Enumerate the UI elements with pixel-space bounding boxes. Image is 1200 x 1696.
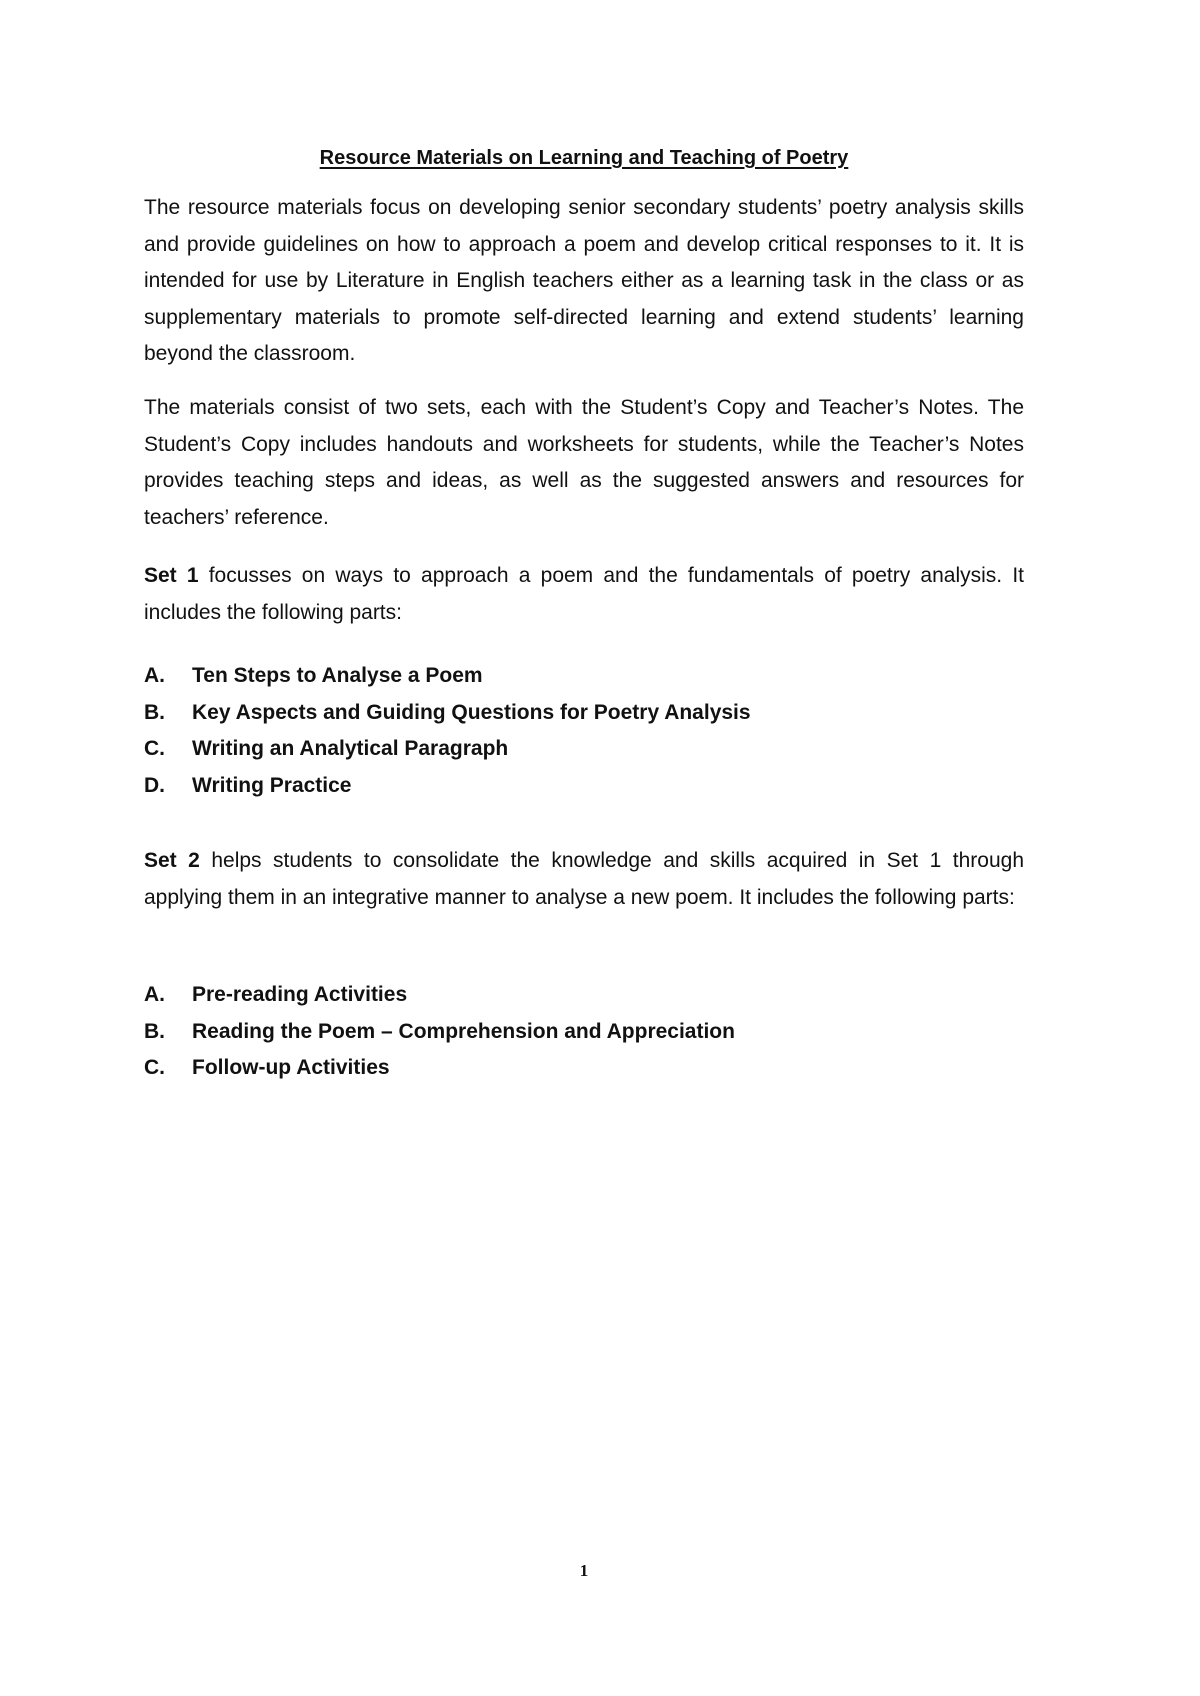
list-item-label: Ten Steps to Analyse a Poem <box>192 664 483 687</box>
list-marker: D. <box>144 773 165 797</box>
list-item-label: Writing Practice <box>192 773 352 797</box>
set1-label: Set 1 <box>144 564 199 587</box>
list-item <box>144 977 1024 1014</box>
set2-parts-list <box>144 977 1024 1087</box>
list-item <box>144 695 1024 732</box>
list-marker: A. <box>144 983 165 1006</box>
set1-paragraph <box>144 558 1024 631</box>
document-page <box>144 0 1024 1696</box>
list-marker: C. <box>144 1056 165 1079</box>
page-number: 1 <box>579 1561 589 1580</box>
list-item-label: Reading the Poem – Comprehension and Appreciation <box>192 1019 735 1043</box>
list-marker: B. <box>144 1019 165 1043</box>
list-marker: B. <box>144 700 165 724</box>
list-item-label: Follow-up Activities <box>192 1056 390 1079</box>
list-item-label: Pre-reading Activities <box>192 983 408 1006</box>
list-item-label: Writing an Analytical Paragraph <box>192 737 509 760</box>
set2-text: helps students to consolidate the knowledge and skills acquired in Set 1 through applying them in an integrative manner to analyse a new poem. It includes the following parts: <box>144 849 1024 909</box>
list-item <box>144 658 1024 695</box>
list-item <box>144 768 1024 805</box>
set2-paragraph <box>144 843 1024 916</box>
materials-paragraph: The materials consist of two sets, each with the Student’s Copy and Teacher’s Notes. The Student’s Copy includes handouts and worksheets for students, while the Teacher’s Notes provides teaching steps and ideas, as well as the suggested answers and resources for teachers’ reference. <box>144 396 1024 529</box>
set1-text: focusses on ways to approach a poem and the fundamentals of poetry analysis. It includes the following parts: <box>144 564 1024 624</box>
list-marker: C. <box>144 737 165 760</box>
list-marker: A. <box>144 664 165 687</box>
list-item-label: Key Aspects and Guiding Questions for Poetry Analysis <box>192 700 751 724</box>
list-item <box>144 731 1024 768</box>
set1-parts-list <box>144 658 1024 804</box>
intro-paragraph: The resource materials focus on developing senior secondary students’ poetry analysis skills and provide guidelines on how to approach a poem and develop critical responses to it. It is intended for use by Literature in English teachers either as a learning task in the class or as supplementary materials to promote self-directed learning and extend students’ learning beyond the classroom. <box>144 196 1024 365</box>
set2-label: Set 2 <box>144 849 200 872</box>
list-item <box>144 1050 1024 1087</box>
document-title: Resource Materials on Learning and Teaching of Poetry <box>319 147 849 169</box>
list-item <box>144 1014 1024 1051</box>
